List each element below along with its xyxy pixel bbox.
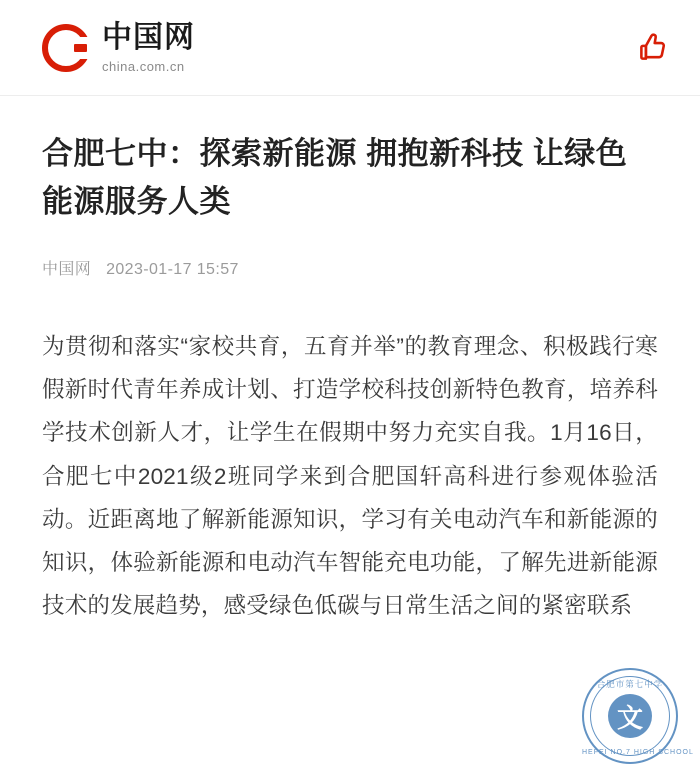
page-title: 合肥七中：探索新能源 拥抱新科技 让绿色能源服务人类 [42,136,628,220]
logo-bar [74,44,87,52]
brand-text [102,20,195,74]
brand-subtitle: china.com.cn [102,58,185,74]
article-container [0,96,700,627]
watermark-bottom-text: HEFEI NO.7 HIGH SCHOOL [582,749,694,756]
watermark-center-text: 文 [608,694,652,738]
article-timestamp: 2023-01-17 15:57 [106,261,239,279]
watermark-inner-ring [590,676,670,756]
brand-title: 中国网 [102,20,195,54]
article-source: 中国网 [42,261,92,279]
watermark-top-text: 合肥市第七中学 [596,679,664,689]
thumbs-up-icon [636,31,670,65]
school-watermark [582,668,694,764]
article-meta [42,256,658,279]
china-net-c-logo-icon [42,24,90,72]
like-button[interactable] [636,31,670,65]
watermark-outer-ring [582,668,694,764]
article-body: 为贯彻和落实“家校共育，五育并举”的教育理念、积极践行寒假新时代青年养成计划、打造学校科技创新特色教育，培养科学技术创新人才，让学生在假期中努力充实自我。1月16日，合肥七中2021级2班同学来到合肥国轩高科进行参观体验活动。近距离地了解新能源知识，学习有关电动汽车和新能源的知识，体验新能源和电动汽车智能充电功能，了解先进新能源技术的发展趋势，感受绿色低碳与日常生活之间的紧密联系 [42,334,658,619]
site-logo[interactable] [42,20,195,74]
site-header [0,0,700,96]
